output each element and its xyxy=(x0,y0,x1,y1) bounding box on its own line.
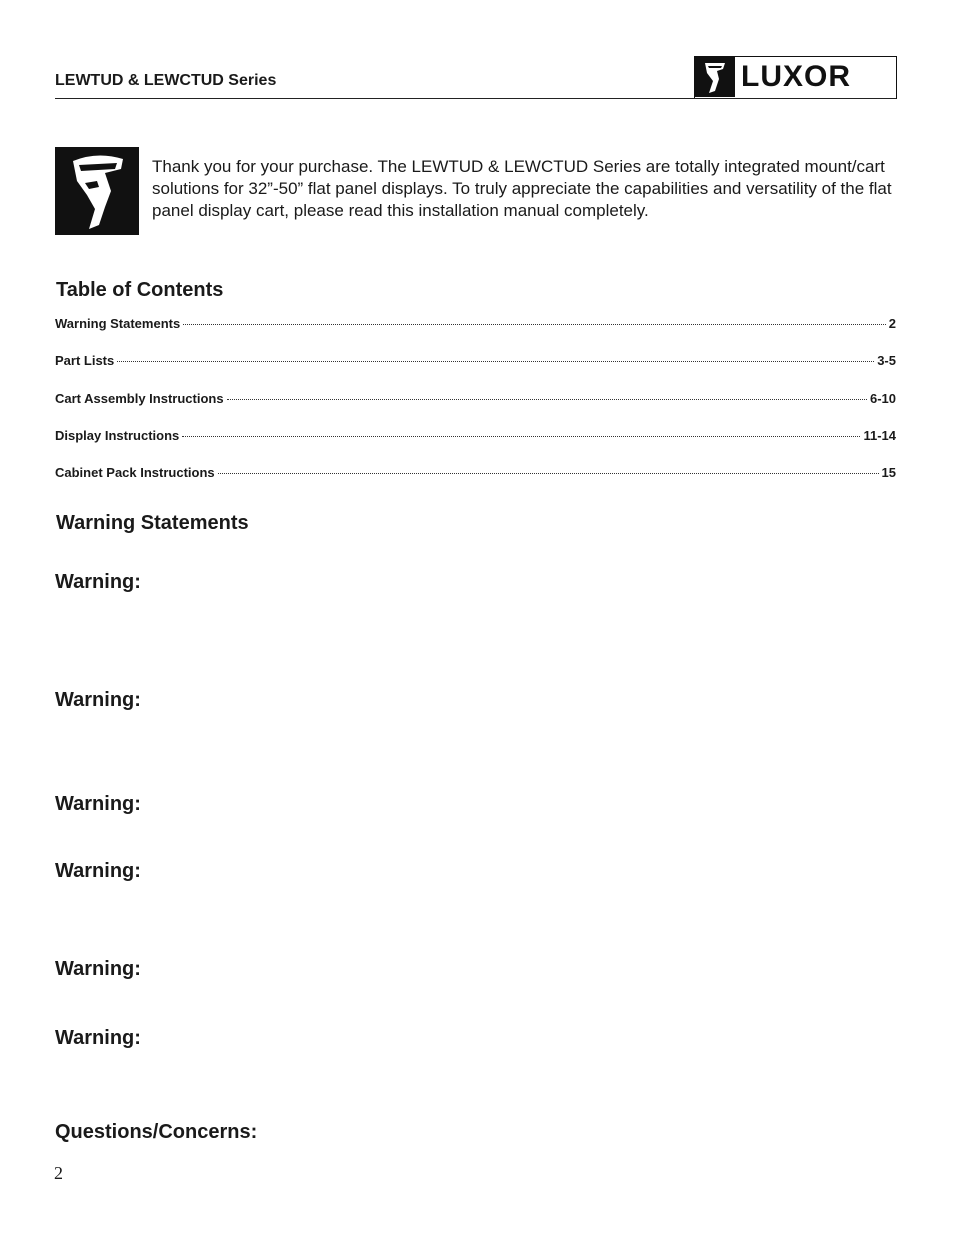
toc-entry[interactable] xyxy=(55,353,896,368)
warning-label: Warning: xyxy=(55,689,141,711)
toc-entry[interactable] xyxy=(55,391,896,406)
toc-entry-label: Cabinet Pack Instructions xyxy=(55,465,215,480)
page-number: 2 xyxy=(54,1163,63,1183)
toc-leader-dots xyxy=(218,473,879,474)
warning-label: Warning: xyxy=(55,571,141,593)
warning-label: Warning: xyxy=(55,793,141,815)
toc-entry-page: 15 xyxy=(881,465,896,480)
logo-wordmark: LUXOR xyxy=(741,60,851,93)
warning-label: Warning: xyxy=(55,860,141,882)
toc-leader-dots xyxy=(227,399,867,400)
toc-entry-page: 3-5 xyxy=(877,353,896,368)
questions-concerns-heading: Questions/Concerns: xyxy=(55,1121,258,1143)
toc-entry-page: 6-10 xyxy=(869,391,896,406)
warning-label: Warning: xyxy=(55,1027,141,1049)
toc-entry-label: Display Instructions xyxy=(55,428,180,443)
header-divider xyxy=(55,98,896,99)
toc-leader-dots xyxy=(182,436,860,437)
toc-entry[interactable] xyxy=(55,428,896,443)
toc-entry[interactable] xyxy=(55,465,896,480)
toc-leader-dots xyxy=(117,361,874,362)
toc-entry-page: 11-14 xyxy=(863,428,896,443)
toc-entry-page: 2 xyxy=(888,316,896,331)
toc-entry[interactable] xyxy=(55,316,896,331)
pharaoh-head-logo-icon xyxy=(695,57,735,97)
toc-heading: Table of Contents xyxy=(56,279,224,301)
pharaoh-head-icon xyxy=(55,147,139,235)
warning-statements-heading: Warning Statements xyxy=(56,512,249,534)
luxor-logo xyxy=(694,56,897,99)
warning-label: Warning: xyxy=(55,958,141,980)
toc-entry-label: Cart Assembly Instructions xyxy=(55,391,224,406)
intro-paragraph: Thank you for your purchase. The LEWTUD & LEWCTUD Series are totally integrated mount/cart solutions for 32”-50” flat panel displays. To truly appreciate the capabilities and versatility of the flat panel display cart, please read this installation manual completely. xyxy=(152,157,892,220)
toc-leader-dots xyxy=(183,324,886,325)
toc-entry-label: Part Lists xyxy=(55,353,115,368)
header-title: LEWTUD & LEWCTUD Series xyxy=(55,72,277,89)
toc-entry-label: Warning Statements xyxy=(55,316,181,331)
